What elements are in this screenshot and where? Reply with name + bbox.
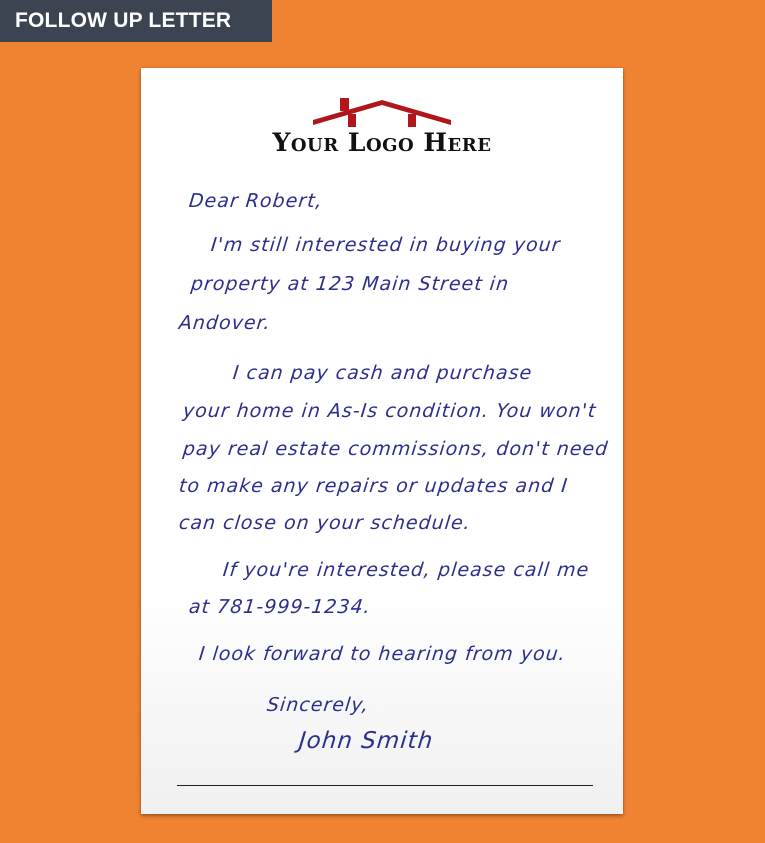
closing: Sincerely, — [265, 694, 371, 716]
letter-line: Andover. — [177, 312, 272, 334]
letter-line: at 781-999-1234. — [187, 596, 372, 618]
signature-line — [177, 785, 593, 786]
letter-line: to make any repairs or updates and I — [177, 475, 570, 497]
logo-text: Your Logo Here — [272, 128, 492, 157]
letter-paper — [141, 68, 623, 814]
letter-line: can close on your schedule. — [177, 512, 472, 534]
letter-line: property at 123 Main Street in — [189, 273, 511, 295]
signature: John Smith — [297, 728, 435, 754]
salutation: Dear Robert, — [187, 190, 324, 212]
letter-line: pay real estate commissions, don't need — [181, 438, 610, 460]
letter-line: I can pay cash and purchase — [231, 362, 534, 384]
letter-line: If you're interested, please call me — [221, 559, 591, 581]
house-roof-icon — [313, 96, 451, 130]
letter-line: your home in As-Is condition. You won't — [181, 400, 598, 422]
letter-line: I look forward to hearing from you. — [197, 643, 567, 665]
document-label-banner: FOLLOW UP LETTER — [0, 0, 272, 42]
letter-line: I'm still interested in buying your — [209, 234, 562, 256]
